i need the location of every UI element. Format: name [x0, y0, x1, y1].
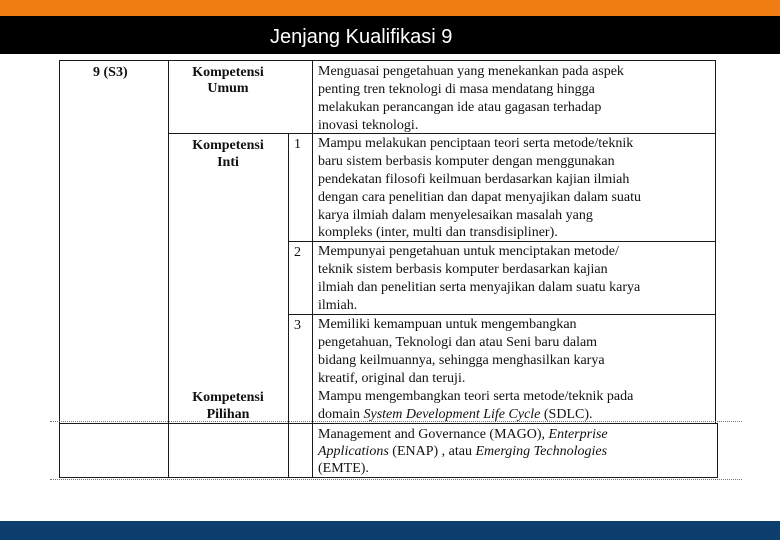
inti-item-2-line: Mempunyai pengetahuan untuk menciptakan metode/ [318, 244, 619, 259]
inti-item-3-line: bidang keilmuannya, sehingga menghasilkan karya [318, 353, 605, 368]
inti-item-1-line: pendekatan filosofi keilmuan berdasarkan kajian ilmiah [318, 172, 630, 187]
umum-text-line: Menguasai pengetahuan yang menekankan pada aspek [318, 64, 624, 79]
table-border-right [715, 60, 716, 424]
pilihan-label-line-2: Pilihan [206, 407, 250, 422]
table-border-bottom [59, 477, 718, 478]
pilihan-text-italic: Applications [318, 444, 389, 459]
table-divider-col-2 [288, 134, 289, 424]
pilihan-text-italic: Emerging Technologies [475, 444, 608, 459]
pilihan-text-line-1: Mampu mengembangkan teori serta metode/teknik pada [318, 389, 634, 404]
inti-label-line-1: Kompetensi [192, 138, 264, 153]
pilihan-text-span: domain [318, 407, 364, 422]
table-rule-umum [168, 133, 716, 134]
pilihan-text-span: Management and Governance (MAGO), [318, 427, 549, 442]
inti-item-number: 1 [294, 137, 301, 152]
inti-item-3-line: kreatif, original dan teruji. [318, 371, 466, 386]
umum-label-line-2: Umum [207, 81, 249, 96]
pilihan-label-line-1: Kompetensi [192, 390, 264, 405]
footer-bar [0, 521, 780, 540]
inti-item-number: 3 [294, 318, 301, 333]
inti-item-1-line: kompleks (inter, multi dan transdisipliner). [318, 225, 558, 240]
inti-item-1-line: dengan cara penelitian dan dapat menyajikan dalam suatu [318, 190, 642, 205]
table-border-left [59, 60, 60, 478]
table-divider-col-3 [312, 60, 313, 478]
umum-text-line: melakukan perancangan ide atau gagasan terhadap [318, 100, 602, 115]
pilihan-text-span: (SDLC). [540, 407, 593, 422]
table-border-right-lower [717, 424, 718, 478]
inti-item-1-line: Mampu melakukan penciptaan teori serta metode/teknik [318, 136, 634, 151]
inti-item-2-line: teknik sistem berbasis komputer berdasarkan kajian [318, 262, 608, 277]
pilihan-text-line-5: (EMTE). [318, 461, 369, 476]
table-border-top [59, 60, 716, 61]
pilihan-text-line-3 [318, 426, 608, 444]
inti-item-1-line: karya ilmiah dalam menyelesaikan masalah yang [318, 208, 593, 223]
slide-title: Jenjang Kualifikasi 9 [270, 26, 453, 48]
table-divider-col-2-lower [288, 424, 289, 478]
pilihan-text-italic: Enterprise [548, 427, 608, 442]
umum-text-line: penting tren teknologi di masa mendatang hingga [318, 82, 595, 97]
table-divider-col-1 [168, 60, 169, 478]
inti-item-3-line: pengetahuan, Teknologi dan atau Seni baru dalam [318, 335, 598, 350]
inti-label-line-2: Inti [217, 155, 239, 170]
inti-item-2-line: ilmiah. [318, 298, 358, 313]
inti-item-1-line: baru sistem berbasis komputer dengan menggunakan [318, 154, 615, 169]
page-break-dotted-bottom [50, 479, 742, 480]
umum-text-line: inovasi teknologi. [318, 118, 419, 133]
pilihan-text-line-4 [318, 443, 607, 461]
pilihan-text-span: (ENAP) , atau [388, 444, 476, 459]
inti-item-3-line: Memiliki kemampuan untuk mengembangkan [318, 317, 577, 332]
pilihan-text-line-2 [318, 406, 593, 424]
inti-item-number: 2 [294, 245, 301, 260]
umum-label-line-1: Kompetensi [192, 65, 264, 80]
inti-item-2-line: ilmiah dan penelitian serta menyajikan dalam suatu karya [318, 280, 641, 295]
pilihan-text-italic: System Development Life Cycle [363, 407, 541, 422]
level-label: 9 (S3) [93, 65, 128, 80]
